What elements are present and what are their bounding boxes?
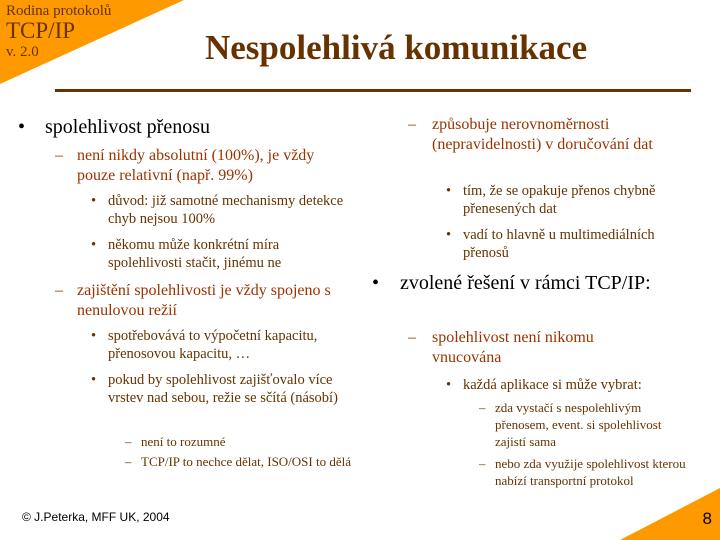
right-sub-0: způsobuje nerovnoměrnosti (nepravidelnosti) v doručování dat: [432, 116, 653, 153]
bullet-icon: •: [18, 116, 26, 138]
left-sub-2: zajištění spolehlivosti je vždy spojeno s nenulovou režií: [77, 282, 331, 319]
left-sub-1: není nikdy absolutní (100%), je vždy pouze relativní (např. 99%): [77, 147, 315, 184]
bullet-icon: •: [446, 227, 452, 243]
left-sub-1-item-1: důvod: již samotné mechanismy detekce chyb nejsou 100%: [108, 193, 344, 227]
bullet-icon: •: [91, 193, 97, 209]
left-sub-2-subitem-2: TCP/IP to nechce dělat, ISO/OSI to dělá: [141, 454, 352, 469]
right-sub-1: spolehlivost není nikomu vnucována: [432, 329, 594, 366]
bullet-icon: •: [446, 183, 452, 199]
right-sub-0-item-1: tím, že se opakuje přenos chybně přenesených dat: [463, 183, 656, 217]
left-sub-2-item-1: spotřebovává to výpočetní kapacitu, přenosovou kapacitu, …: [108, 328, 318, 362]
dash-icon: –: [125, 434, 132, 449]
dash-icon: –: [479, 456, 486, 471]
right-sub-1-subitem-2: nebo zda využije spolehlivost kterou nabízí transportní protokol: [495, 456, 686, 488]
page-title: Nespolehlivá komunikace: [205, 28, 588, 67]
right-sub-1-item: každá aplikace si může vybrat:: [463, 377, 642, 393]
dash-icon: –: [55, 282, 63, 299]
course-name: TCP/IP: [6, 18, 76, 43]
bullet-icon: •: [91, 328, 97, 344]
right-sub-1-subitem-1: zda vystačí s nespolehlivým přenosem, event. si spolehlivost zajistí sama: [495, 400, 662, 449]
dash-icon: –: [125, 454, 132, 469]
dash-icon: –: [55, 147, 63, 164]
series-title: Rodina protokolů: [6, 3, 112, 19]
right-sub-0-item-2: vadí to hlavně u multimediálních přenosů: [463, 227, 655, 261]
dash-icon: –: [408, 116, 416, 133]
left-main-bullet: spolehlivost přenosu: [45, 116, 210, 138]
left-sub-1-item-2: někomu může konkrétní míra spolehlivosti stačit, jinému ne: [108, 237, 282, 271]
right-main-bullet: zvolené řešení v rámci TCP/IP:: [400, 272, 651, 294]
bullet-icon: •: [446, 377, 452, 393]
bullet-icon: •: [372, 272, 380, 294]
left-sub-2-item-2: pokud by spolehlivost zajišťovalo více vrstev nad sebou, režie se sčítá (násobí): [108, 372, 338, 406]
title-divider: [55, 89, 691, 92]
bullet-icon: •: [91, 372, 97, 388]
dash-icon: –: [479, 400, 486, 415]
left-sub-2-subitem-1: není to rozumné: [141, 434, 226, 449]
dash-icon: –: [408, 329, 416, 346]
footer-copyright: © J.Peterka, MFF UK, 2004: [22, 510, 170, 524]
page-number: 8: [702, 509, 712, 528]
bullet-icon: •: [91, 237, 97, 253]
version-label: v. 2.0: [6, 44, 39, 60]
